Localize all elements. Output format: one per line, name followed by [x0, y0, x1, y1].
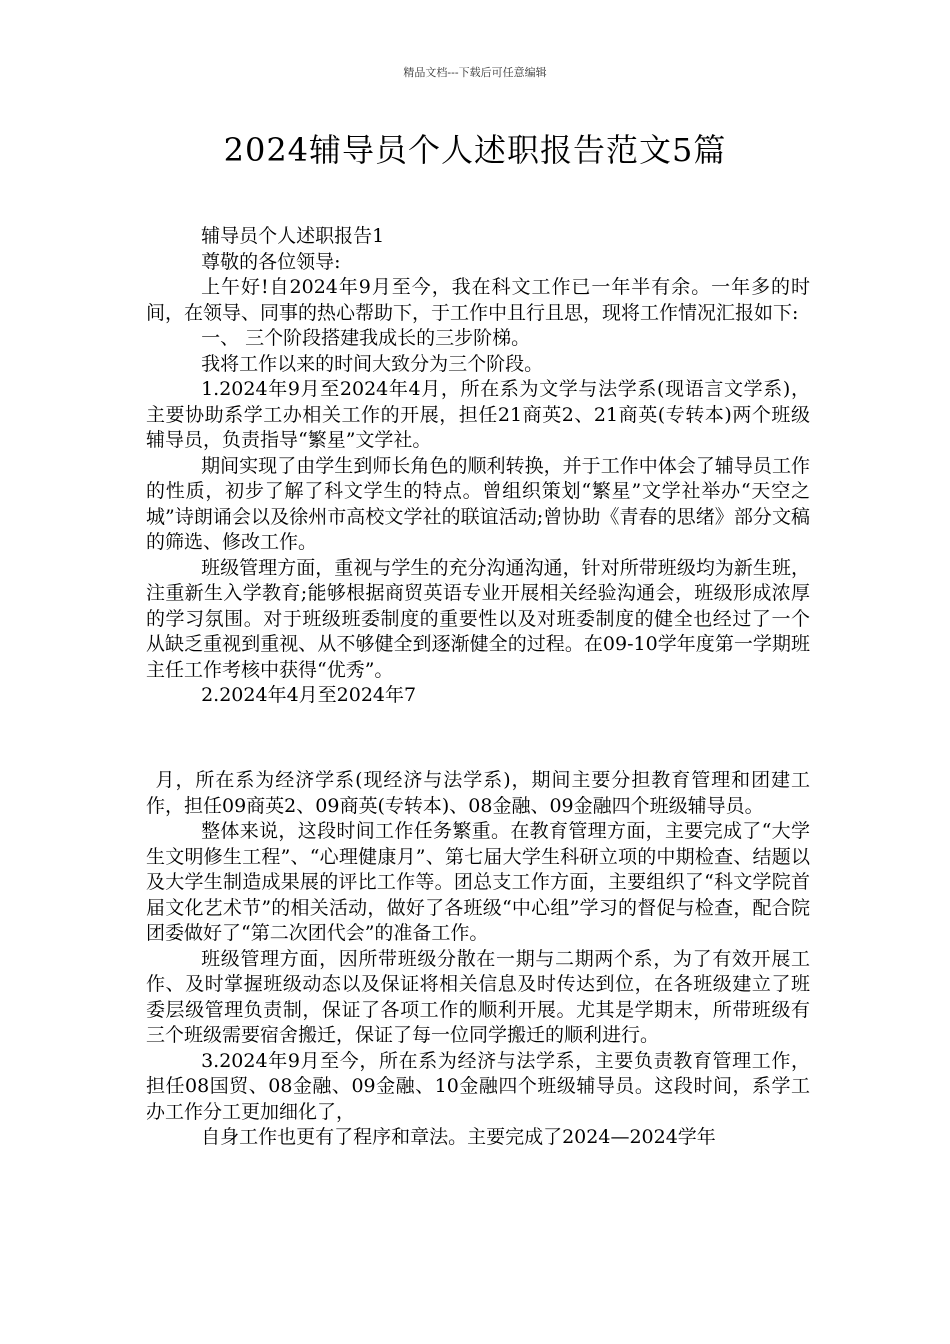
- paragraph: 自身工作也更有了程序和章法。主要完成了2024—2024学年: [201, 1126, 716, 1148]
- paragraph: 1.2024年9月至2024年4月，所在系为文学与法学系(现语言文学系)，主要协助系学工办相关工作的开展，担任21商英2、21商英(专转本)两个班级辅导员，负责指导“繁星”文学社。: [146, 378, 810, 451]
- paragraph: 班级管理方面，因所带班级分散在一期与二期两个系，为了有效开展工作、及时掌握班级动态以及保证将相关信息及时传达到位，在各班级建立了班委层级管理负责制，保证了各项工作的顺利开展。尤其是学期末，所带班级有三个班级需要宿舍搬迁，保证了每一位同学搬迁的顺利进行。: [146, 947, 810, 1046]
- body-block-1: [146, 224, 810, 709]
- paragraph: 尊敬的各位领导:: [201, 250, 341, 273]
- paragraph: 整体来说，这段时间工作任务繁重。在教育管理方面，主要完成了“大学生文明修生工程”、“心理健康月”、第七届大学生科研立项的中期检查、结题以及大学生制造成果展的评比工作等。团总支工作方面，主要组织了“科文学院首届文化艺术节”的相关活动，做好了各班级“中心组”学习的督促与检查，配合院团委做好了“第二次团代会”的准备工作。: [146, 820, 810, 944]
- header-note: 精品文档---下载后可任意编辑: [403, 66, 547, 79]
- body-block-2: [146, 768, 810, 1151]
- paragraph: 月，所在系为经济学系(现经济与法学系)，期间主要分担教育管理和团建工作，担任09商英2、09商英(专转本)、08金融、09金融四个班级辅导员。: [146, 769, 810, 817]
- section-heading: 辅导员个人述职报告1: [201, 225, 385, 247]
- paragraph: 班级管理方面，重视与学生的充分沟通沟通，针对所带班级均为新生班，注重新生入学教育;能够根据商贸英语专业开展相关经验沟通会，班级形成浓厚的学习氛围。对于班级班委制度的重要性以及对班委制度的健全也经过了一个从缺乏重视到重视、从不够健全到逐渐健全的过程。在09-10学年度第一学期班主任工作考核中获得“优秀”。: [146, 556, 810, 681]
- paragraph: 上午好!自2024年9月至今，我在科文工作已一年半有余。一年多的时间，在领导、同事的热心帮助下，于工作中且行且思，现将工作情况汇报如下:: [146, 276, 810, 324]
- paragraph: 一、 三个阶段搭建我成长的三步阶梯。: [201, 327, 531, 349]
- paragraph: 3.2024年9月至今，所在系为经济与法学系，主要负责教育管理工作，担任08国贸、08金融、09金融、10金融四个班级辅导员。这段时间，系学工办工作分工更加细化了，: [146, 1049, 810, 1123]
- paragraph: 期间实现了由学生到师长角色的顺利转换，并于工作中体会了辅导员工作的性质，初步了解了科文学生的特点。曾组织策划“繁星”文学社举办“天空之城”诗朗诵会以及徐州市高校文学社的联谊活动;曾协助《青春的思绪》部分文稿的筛选、修改工作。: [146, 454, 810, 553]
- paragraph: 我将工作以来的时间大致分为三个阶段。: [201, 352, 544, 375]
- paragraph: 2.2024年4月至2024年7: [201, 684, 417, 706]
- document-title: 2024辅导员个人述职报告范文5篇: [223, 131, 727, 169]
